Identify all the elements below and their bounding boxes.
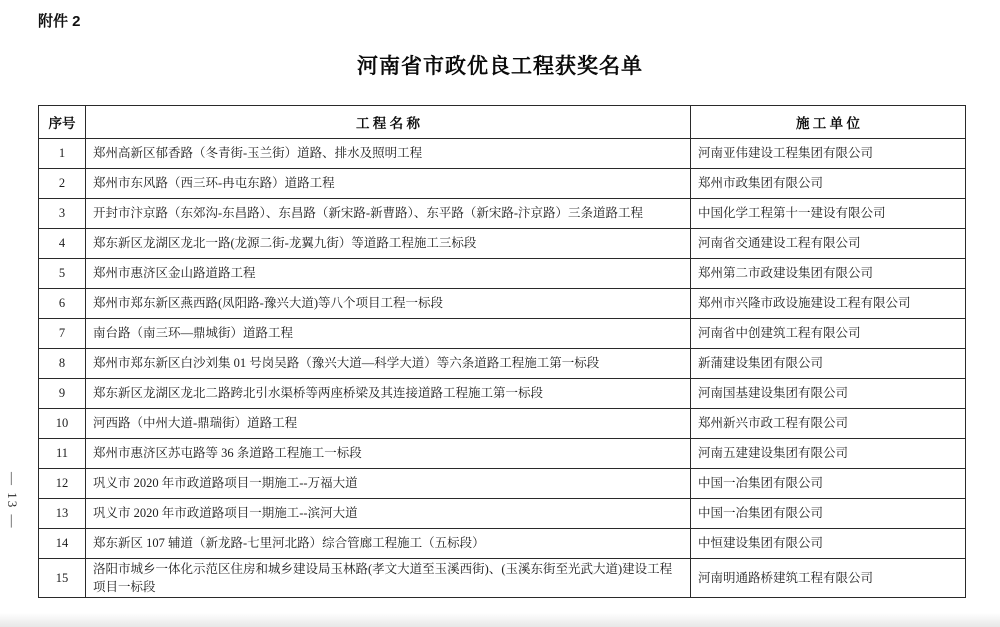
project-name-cell: 郑东新区龙湖区龙北二路跨北引水渠桥等两座桥梁及其连接道路工程施工第一标段 [86,379,691,409]
project-name-cell: 郑州市郑东新区白沙刘集 01 号岗吴路（豫兴大道—科学大道）等六条道路工程施工第一标段 [86,349,691,379]
table-header-row [39,106,966,139]
table-body [39,139,966,598]
project-name-cell: 南台路（南三环—鼎城街）道路工程 [86,319,691,349]
table-row [39,169,966,199]
construction-unit-cell: 中国一冶集团有限公司 [691,499,966,529]
serial-number-cell: 10 [39,409,86,439]
table-row [39,259,966,289]
page-number: — 13 — [5,472,20,530]
page-title: 河南省市政优良工程获奖名单 [357,55,643,78]
construction-unit-cell: 河南省中创建筑工程有限公司 [691,319,966,349]
construction-unit-cell: 河南国基建设集团有限公司 [691,379,966,409]
table-row [39,139,966,169]
project-name-cell: 郑州市惠济区苏屯路等 36 条道路工程施工一标段 [86,439,691,469]
serial-number-cell: 12 [39,469,86,499]
construction-unit-cell: 郑州市政集团有限公司 [691,169,966,199]
construction-unit-cell: 中国化学工程第十一建设有限公司 [691,199,966,229]
table-row [39,469,966,499]
project-name-cell: 巩义市 2020 年市政道路项目一期施工--万福大道 [86,469,691,499]
serial-number-cell: 11 [39,439,86,469]
table-row [39,559,966,598]
header-construction-unit: 施 工 单 位 [691,106,966,139]
construction-unit-cell: 中国一冶集团有限公司 [691,469,966,499]
construction-unit-cell: 郑州市兴隆市政设施建设工程有限公司 [691,289,966,319]
project-name-cell: 洛阳市城乡一体化示范区住房和城乡建设局玉林路(孝文大道至玉溪西街)、(玉溪东街至光武大道)建设工程项目一标段 [86,559,691,598]
construction-unit-cell: 中恒建设集团有限公司 [691,529,966,559]
serial-number-cell: 8 [39,349,86,379]
table-row [39,529,966,559]
table-row [39,379,966,409]
construction-unit-cell: 河南亚伟建设工程集团有限公司 [691,139,966,169]
serial-number-cell: 7 [39,319,86,349]
serial-number-cell: 15 [39,559,86,598]
serial-number-cell: 13 [39,499,86,529]
construction-unit-cell: 河南省交通建设工程有限公司 [691,229,966,259]
table-row [39,229,966,259]
project-name-cell: 开封市汴京路（东郊沟-东昌路）、东昌路（新宋路-新曹路）、东平路（新宋路-汴京路）三条道路工程 [86,199,691,229]
construction-unit-cell: 郑州新兴市政工程有限公司 [691,409,966,439]
project-name-cell: 郑州市惠济区金山路道路工程 [86,259,691,289]
construction-unit-cell: 河南五建建设集团有限公司 [691,439,966,469]
serial-number-cell: 2 [39,169,86,199]
construction-unit-cell: 河南明通路桥建筑工程有限公司 [691,559,966,598]
project-name-cell: 郑东新区 107 辅道（新龙路-七里河北路）综合管廊工程施工（五标段） [86,529,691,559]
serial-number-cell: 9 [39,379,86,409]
table-row [39,289,966,319]
table-row [39,499,966,529]
header-project-name: 工 程 名 称 [86,106,691,139]
project-name-cell: 郑东新区龙湖区龙北一路(龙源二街-龙翼九街）等道路工程施工三标段 [86,229,691,259]
serial-number-cell: 4 [39,229,86,259]
table-row [39,199,966,229]
table-row [39,319,966,349]
table-row [39,409,966,439]
serial-number-cell: 5 [39,259,86,289]
header-serial-number: 序号 [39,106,86,139]
project-name-cell: 郑州市东风路（西三环-冉屯东路）道路工程 [86,169,691,199]
attachment-label: 附件 2 [38,13,81,30]
serial-number-cell: 3 [39,199,86,229]
serial-number-cell: 1 [39,139,86,169]
project-name-cell: 郑州高新区郁香路（冬青街-玉兰街）道路、排水及照明工程 [86,139,691,169]
table-row [39,439,966,469]
project-name-cell: 郑州市郑东新区燕西路(凤阳路-豫兴大道)等八个项目工程一标段 [86,289,691,319]
construction-unit-cell: 郑州第二市政建设集团有限公司 [691,259,966,289]
scan-edge-shadow [0,613,1000,627]
table-row [39,349,966,379]
construction-unit-cell: 新蒲建设集团有限公司 [691,349,966,379]
awards-table [38,105,966,598]
project-name-cell: 巩义市 2020 年市政道路项目一期施工--滨河大道 [86,499,691,529]
project-name-cell: 河西路（中州大道-鼎瑞街）道路工程 [86,409,691,439]
serial-number-cell: 6 [39,289,86,319]
serial-number-cell: 14 [39,529,86,559]
